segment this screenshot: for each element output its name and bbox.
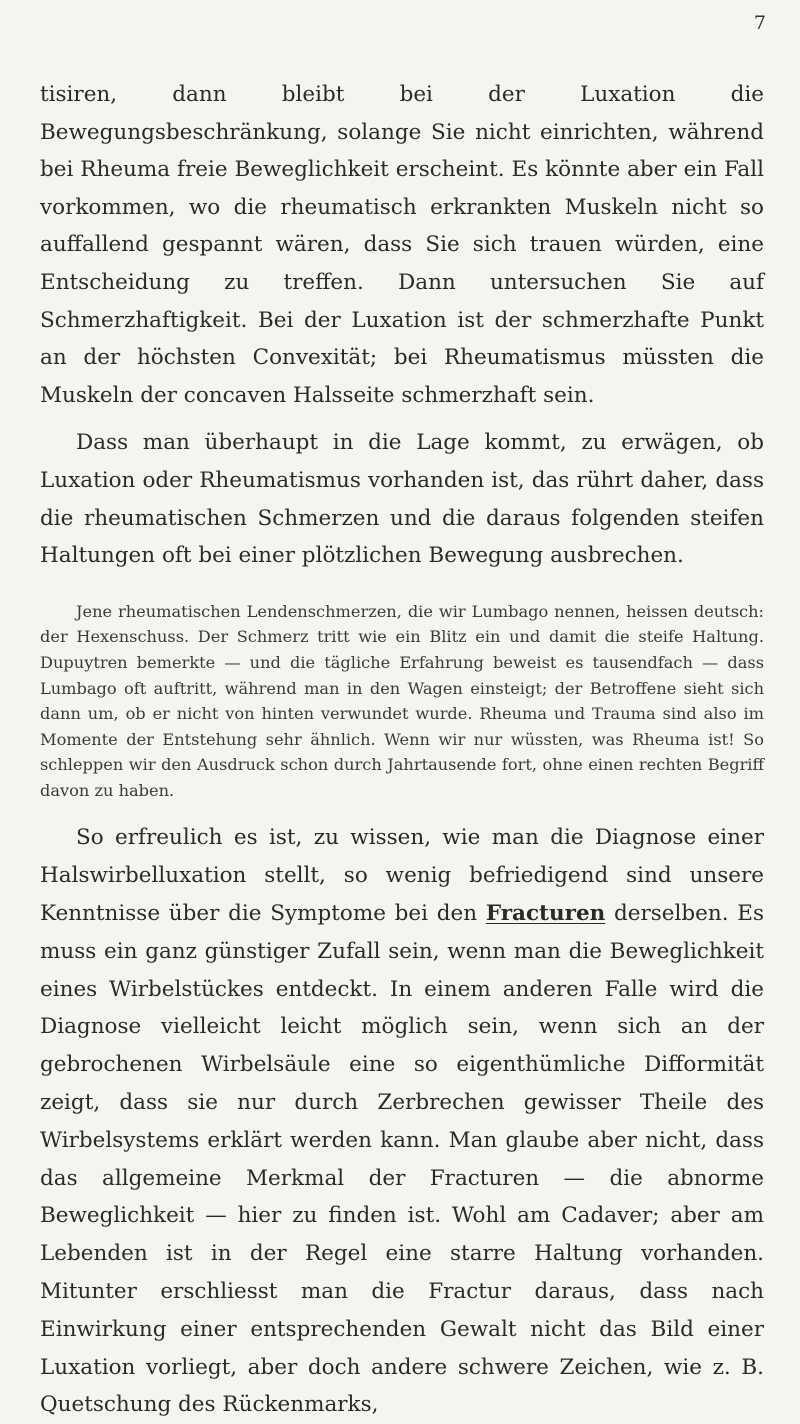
- footnote-lumbago: Jene rheumatischen Lendenschmerzen, die wir Lumbago nennen, heissen deutsch: der Hexenschuss. Der Schmerz tritt wie ein Blitz ein und damit die steife Haltung. Dupuytren bemerkte — und die tägliche Erfahrung beweist es tausendfach — dass Lumbago oft auftritt, während man in den Wagen einsteigt; der Betroffene sieht sich dann um, ob er nicht von hinten verwundet wurde. Rheuma und Trauma sind also im Momente der Entstehung sehr ähnlich. Wenn wir nur wüssten, was Rheuma ist! So schleppen wir den Ausdruck schon durch Jahrtausende fort, ohne einen rechten Begriff davon zu haben.: [40, 601, 764, 800]
- paragraph-fractures-text-start: So erfreulich es ist, zu wissen, wie man die Diagnose einer Halswirbelluxation stellt, so wenig befriedigend sind unsere Kenntnisse über die Symptome bei den: [40, 825, 764, 927]
- emphasis-fracturen: Fracturen: [485, 901, 606, 927]
- paragraph-fractures: [40, 819, 764, 1424]
- page-body: [40, 76, 764, 1424]
- paragraph-diagnosis-context: Dass man überhaupt in die Lage kommt, zu erwägen, ob Luxation oder Rheumatismus vorhanden ist, das rührt daher, dass die rheumatischen Schmerzen und die daraus folgenden steifen Haltungen oft bei einer plötzlichen Bewegung ausbrechen.: [40, 430, 764, 569]
- paragraph-luxation-vs-rheuma: tisiren, dann bleibt bei der Luxation die Bewegungsbeschränkung, solange Sie nicht einrichten, während bei Rheuma freie Beweglichkeit erscheint. Es könnte aber ein Fall vorkommen, wo die rheumatisch erkrankten Muskeln nicht so auffallend gespannt wären, dass Sie sich trauen würden, eine Entscheidung zu treffen. Dann untersuchen Sie auf Schmerzhaftigkeit. Bei der Luxation ist der schmerzhafte Punkt an der höchsten Convexität; bei Rheumatismus müssten die Muskeln der concaven Halsseite schmerzhaft sein.: [40, 82, 764, 408]
- paragraph-fractures-text-end: derselben. Es muss ein ganz günstiger Zufall sein, wenn man die Beweglichkeit eines Wirbelstückes entdeckt. In einem anderen Falle wird die Diagnose vielleicht leicht möglich sein, wenn sich an der gebrochenen Wirbelsäule eine so eigenthümliche Difformität zeigt, dass sie nur durch Zerbrechen gewisser Theile des Wirbelsystems erklärt werden kann. Man glaube aber nicht, dass das allgemeine Merkmal der Fracturen — die abnorme Beweglichkeit — hier zu finden ist. Wohl am Cadaver; aber am Lebenden ist in der Regel eine starre Haltung vorhanden. Mitunter erschliesst man die Fractur daraus, dass nach Einwirkung einer entsprechenden Gewalt nicht das Bild einer Luxation vorliegt, aber doch andere schwere Zeichen, wie z. B. Quetschung des Rückenmarks,: [40, 901, 764, 1418]
- page-number: 7: [753, 12, 766, 34]
